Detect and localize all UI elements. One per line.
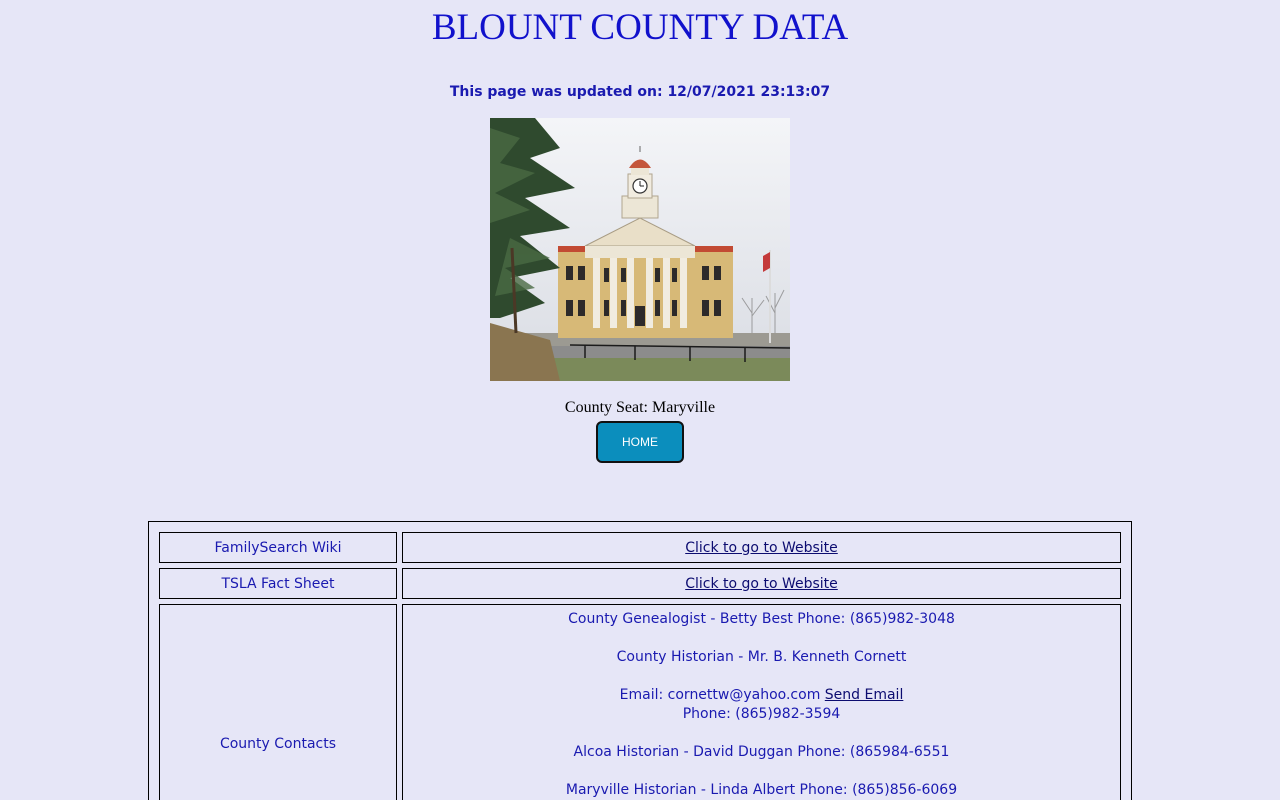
- maryville-historian-contact: Maryville Historian - Linda Albert Phone: (865)856-6069: [565, 782, 958, 798]
- historian-phone: Phone: (865)982-3594: [682, 706, 841, 722]
- county-seat: County Seat: Maryville: [564, 399, 716, 416]
- table-row: [159, 532, 397, 563]
- updated-timestamp: This page was updated on: 12/07/2021 23:13:07: [449, 84, 831, 100]
- row-label-familysearch: FamilySearch Wiki: [214, 539, 342, 556]
- historian-contact: County Historian - Mr. B. Kenneth Cornett: [616, 649, 907, 665]
- row-label-tsla: TSLA Fact Sheet: [221, 575, 335, 592]
- table-row: [159, 604, 397, 800]
- contacts-cell: [402, 604, 1121, 800]
- table-row: [402, 568, 1121, 599]
- courthouse-photo: [490, 118, 790, 381]
- send-email-link[interactable]: Send Email: [824, 687, 904, 703]
- historian-email-line: [403, 686, 1120, 705]
- historian-email: Email: cornettw@yahoo.com: [619, 687, 821, 703]
- county-data-table: [148, 521, 1132, 800]
- alcoa-historian-contact: Alcoa Historian - David Duggan Phone: (865984-6551: [573, 744, 950, 760]
- tsla-website-link[interactable]: Click to go to Website: [685, 575, 838, 592]
- familysearch-website-link[interactable]: Click to go to Website: [685, 539, 838, 556]
- table-row: [159, 568, 397, 599]
- genealogist-contact: County Genealogist - Betty Best Phone: (865)982-3048: [568, 611, 955, 627]
- home-button[interactable]: HOME: [596, 421, 684, 463]
- table-row: [402, 532, 1121, 563]
- page-title: BLOUNT COUNTY DATA: [431, 7, 849, 48]
- row-label-contacts: County Contacts: [219, 736, 337, 752]
